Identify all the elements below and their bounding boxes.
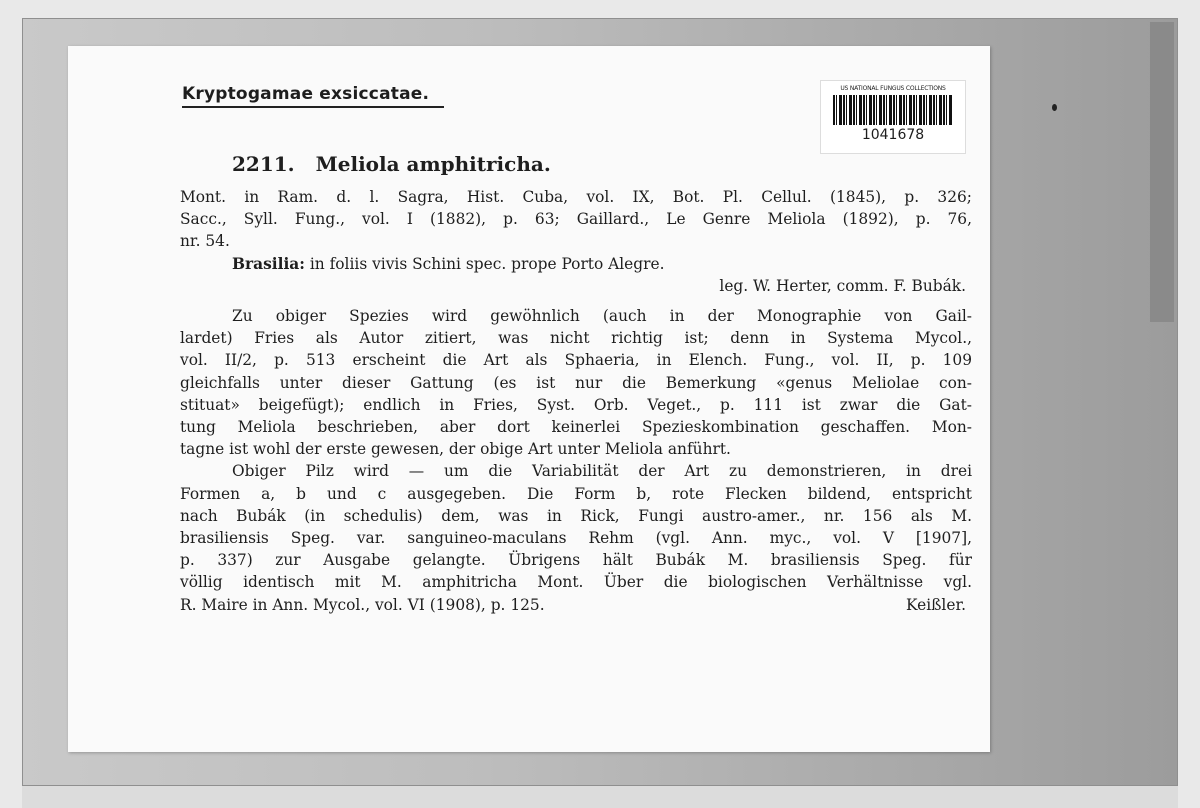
locality-line [180, 253, 972, 275]
paragraph2-line: Obiger Pilz wird — um die Variabilität der Art zu demonstrieren, in drei [232, 462, 972, 481]
paragraph2-line: Formen a, b und c ausgegeben. Die Form b, rote Flecken bildend, entspricht [180, 484, 972, 503]
reference-line: R. Maire in Ann. Mycol., vol. VI (1908), p. 125. [180, 595, 545, 614]
label-body [180, 186, 972, 616]
citation-line: Mont. in Ram. d. l. Sagra, Hist. Cuba, vol. IX, Bot. Pl. Cellul. (1845), p. 326; [180, 188, 972, 206]
series-header: Kryptogamae exsiccatae. [182, 84, 444, 108]
paragraph2-line: brasiliensis Speg. var. sanguineo-maculans Rehm (vgl. Ann. myc., vol. V [1907], [180, 529, 972, 548]
barcode-label [820, 80, 966, 154]
paragraph1-line: lardet) Fries als Autor zitiert, was nicht richtig ist; denn in Systema Mycol., [180, 329, 972, 348]
species-title [232, 152, 551, 176]
locality-country: Brasilia: [232, 254, 305, 273]
collector-line: leg. W. Herter, comm. F. Bubák. [719, 276, 966, 295]
paragraph1-line: stituat» beigefügt); endlich in Fries, Syst. Orb. Veget., p. 111 ist zwar die Gat- [180, 395, 972, 414]
paragraph1-line: tagne ist wohl der erste gewesen, der obige Art unter Meliola anführt. [180, 440, 731, 459]
closing-line [180, 594, 972, 616]
ink-mark [1052, 104, 1057, 111]
paragraph1-line: vol. II/2, p. 513 erscheint die Art als Sphaeria, in Elench. Fung., vol. II, p. 109 [180, 351, 972, 370]
sheet-shadow-edge [1150, 22, 1174, 322]
sheet-bottom-margin [22, 786, 1178, 808]
paragraph1-line: gleichfalls unter dieser Gattung (es ist nur die Bemerkung «genus Meliolae con- [180, 373, 972, 392]
paragraph1-line: Zu obiger Spezies wird gewöhnlich (auch in der Monographie von Gail- [232, 307, 972, 326]
citation-line: nr. 54. [180, 232, 230, 251]
paragraph2-line: völlig identisch mit M. amphitricha Mont. Über die biologischen Verhältnisse vgl. [180, 573, 972, 592]
paragraph1-line: tung Meliola beschrieben, aber dort keinerlei Spezieskombination geschaffen. Mon- [180, 418, 972, 437]
barcode-icon [833, 95, 953, 125]
citation-line: Sacc., Syll. Fung., vol. I (1882), p. 63; Gaillard., Le Genre Meliola (1892), p. 76, [180, 210, 972, 229]
barcode-institution: US NATIONAL FUNGUS COLLECTIONS [840, 85, 946, 92]
locality-text: in foliis vivis Schini spec. prope Porto Alegre. [309, 254, 665, 273]
exsiccata-number: 2211. [232, 152, 295, 176]
paragraph2-line: p. 337) zur Ausgabe gelangte. Übrigens hält Bubák M. brasiliensis Speg. für [180, 551, 972, 570]
species-name: Meliola amphitricha. [315, 152, 551, 176]
paragraph2-line: nach Bubák (in schedulis) dem, was in Rick, Fungi austro-amer., nr. 156 als M. [180, 506, 972, 525]
author-signature: Keißler. [906, 595, 966, 614]
barcode-number: 1041678 [861, 127, 925, 143]
